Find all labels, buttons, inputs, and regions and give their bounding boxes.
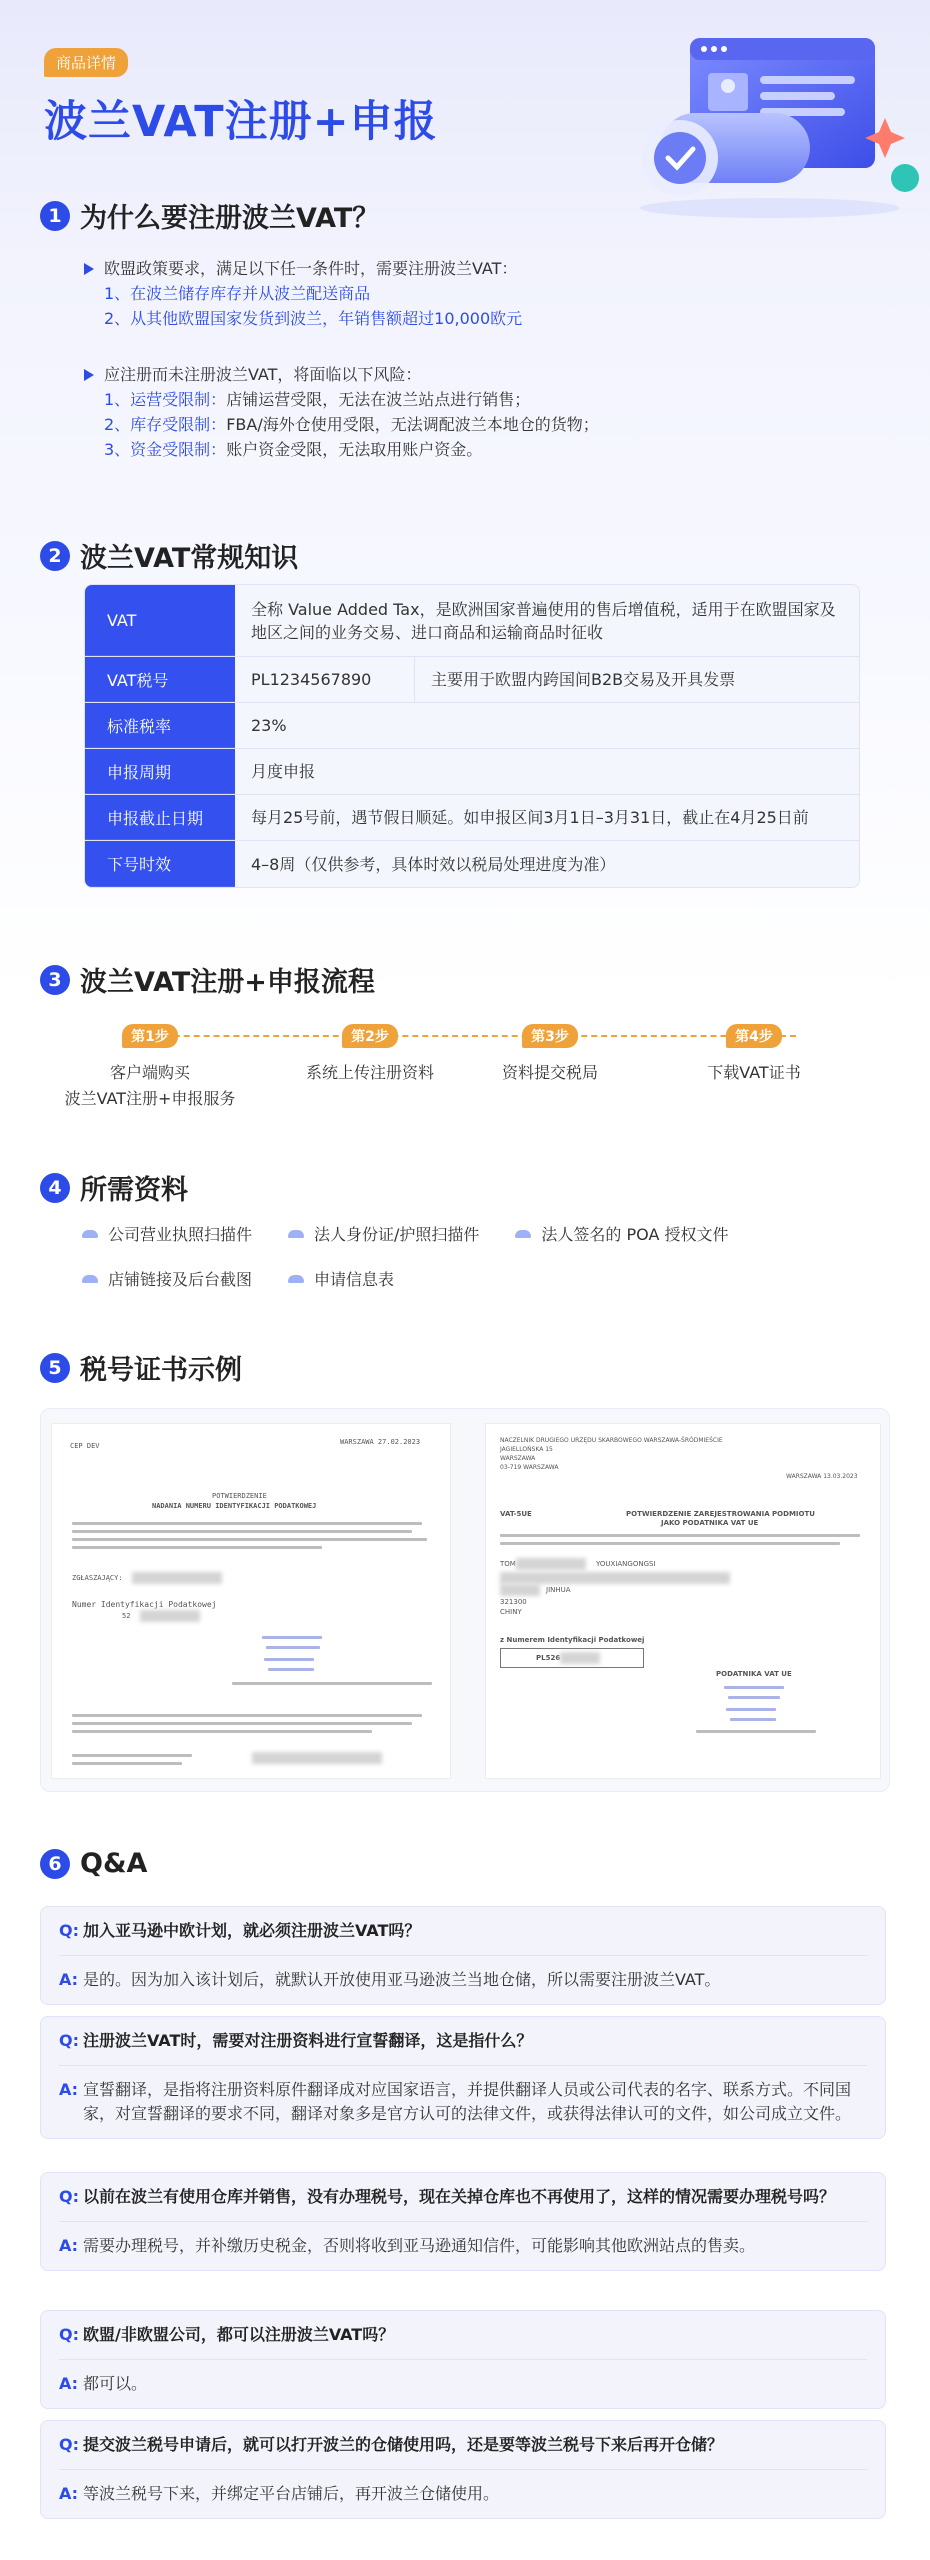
section-knowledge-header	[40, 536, 298, 575]
document-item: 店铺链接及后台截图	[82, 1267, 252, 1290]
document-icon	[288, 1275, 304, 1283]
section-number: 1	[40, 201, 70, 231]
section-title: 波兰VAT注册+申报流程	[80, 967, 375, 998]
why-risks	[84, 362, 884, 462]
row-value: 月度申报	[251, 762, 316, 781]
section-why-header	[40, 196, 379, 235]
row-label: VAT税号	[85, 657, 235, 702]
document-item: 法人签名的 POA 授权文件	[515, 1222, 728, 1245]
section-number: 3	[40, 965, 70, 995]
row-label: 下号时效	[85, 841, 235, 887]
certificate-examples	[40, 1408, 890, 1792]
step-text: 系统上传注册资料	[305, 1063, 434, 1082]
detail-badge: 商品详情	[44, 48, 128, 77]
qa-item	[40, 1906, 886, 2005]
document-icon	[288, 1230, 304, 1238]
step-badge: 第4步	[726, 1024, 782, 1048]
document-item: 公司营业执照扫描件	[82, 1222, 252, 1245]
qa-question: Q: 提交波兰税号申请后，就可以打开波兰的仓储使用吗，还是要等波兰税号下来后再开仓储？	[59, 2421, 867, 2470]
row-value	[235, 657, 859, 702]
risk-item: 3、资金受限制：账户资金受限，无法取用账户资金。	[104, 440, 483, 459]
table-row	[85, 657, 859, 703]
section-title: 税号证书示例	[80, 1355, 242, 1386]
document-icon	[82, 1230, 98, 1238]
row-label: 申报周期	[85, 749, 235, 794]
page-title: 波兰VAT注册+申报	[44, 97, 438, 147]
section-number: 5	[40, 1353, 70, 1383]
section-documents-header	[40, 1168, 188, 1207]
document-icon	[82, 1275, 98, 1283]
table-row	[85, 795, 859, 841]
qa-answer: A: 是的。因为加入该计划后，就默认开放使用亚马逊波兰当地仓储，所以需要注册波兰VAT。	[59, 1970, 721, 1989]
process-flow	[40, 1018, 900, 1118]
section-number: 6	[40, 1849, 70, 1879]
condition-item: 1、在波兰储存库存并从波兰配送商品	[104, 284, 371, 303]
qa-answer: A: 都可以。	[59, 2374, 148, 2393]
certificate-image-left: CEP DEV WARSZAWA 27.02.2023 POTWIERDZENIE NADANIA NUMERU IDENTYFIKACJI PODATKOWEJ ZGŁASZAJĄCY: Numer Identyfikacji Podatkowej 52	[51, 1423, 451, 1779]
table-row	[85, 749, 859, 795]
step-badge: 第2步	[342, 1024, 398, 1048]
section-title: 所需资料	[80, 1175, 188, 1206]
table-row	[85, 585, 859, 657]
qa-question: Q: 以前在波兰有使用仓库并销售，没有办理税号，现在关掉仓库也不再使用了，这样的情况需要办理税号吗？	[59, 2173, 867, 2222]
qa-item	[40, 2310, 886, 2409]
document-item: 申请信息表	[288, 1267, 394, 1290]
section-qa-header	[40, 1848, 147, 1879]
section-title: 波兰VAT常规知识	[80, 543, 299, 574]
qa-question: Q: 欧盟/非欧盟公司，都可以注册波兰VAT吗？	[59, 2311, 867, 2360]
required-documents	[82, 1222, 882, 1312]
document-icon	[515, 1230, 531, 1238]
qa-answer: A: 等波兰税号下来，并绑定平台店铺后，再开波兰仓储使用。	[59, 2484, 500, 2503]
row-value: 全称 Value Added Tax，是欧洲国家普遍使用的售后增值税，适用于在欧盟国家及地区之间的业务交易、进口商品和运输商品时征收	[251, 599, 836, 642]
section-number: 4	[40, 1173, 70, 1203]
flow-step	[440, 1024, 660, 1086]
step-badge: 第1步	[122, 1024, 178, 1048]
vat-number-note: 主要用于欧盟内跨国间B2B交易及开具发票	[431, 670, 736, 689]
section-number: 2	[40, 541, 70, 571]
risk-lead: 应注册而未注册波兰VAT，将面临以下风险：	[84, 362, 884, 387]
table-row	[85, 841, 859, 887]
qa-answer: A: 宣誓翻译，是指将注册资料原件翻译成对应国家语言，并提供翻译人员或公司代表的名字、联系方式。不同国家，对宣誓翻译的要求不同，翻译对象多是官方认可的法律文件，或获得法律认可的文件，如公司成立文件。	[59, 2080, 852, 2123]
qa-item	[40, 2420, 886, 2519]
section-title: 为什么要注册波兰VAT？	[80, 203, 380, 234]
qa-item	[40, 2172, 886, 2271]
condition-item: 2、从其他欧盟国家发货到波兰，年销售额超过10,000欧元	[104, 309, 523, 328]
document-item: 法人身份证/护照扫描件	[288, 1222, 479, 1245]
qa-question: Q: 注册波兰VAT时，需要对注册资料进行宣誓翻译，这是指什么？	[59, 2017, 867, 2066]
section-cert-header	[40, 1348, 242, 1387]
row-label: VAT	[85, 585, 235, 656]
flow-step	[40, 1024, 260, 1112]
row-label: 标准税率	[85, 703, 235, 748]
flow-step	[644, 1024, 864, 1086]
hero-illustration-icon	[620, 18, 920, 218]
qa-question: Q: 加入亚马逊中欧计划，就必须注册波兰VAT吗？	[59, 1907, 867, 1956]
section-flow-header	[40, 960, 375, 999]
certificate-image-right: NACZELNIK DRUGIEGO URZĘDU SKARBOWEGO WARSZAWA-ŚRÓDMIEŚCIE JAGIELLOŃSKA 15 WARSZAWA 03-719 WARSZAWA WARSZAWA 13.03.2023 VAT-5UE POTWIERDZENIE ZAREJESTROWANIA PODMIOTU JAKO PODATNIKA VAT UE TOM YOUXIANGONGSI JINHUA 321300 CHINY z Numerem Identyfikacji Podatkowej PL526 PODATNIKA VAT UE	[485, 1423, 881, 1779]
vat-knowledge-table	[84, 584, 860, 888]
row-value: 4–8周（仅供参考，具体时效以税局处理进度为准）	[251, 854, 616, 874]
table-row	[85, 703, 859, 749]
risk-item: 2、库存受限制：FBA/海外仓使用受限，无法调配波兰本地仓的货物；	[104, 415, 599, 434]
step-text: 资料提交税局	[501, 1063, 598, 1082]
step-badge: 第3步	[522, 1024, 578, 1048]
why-conditions	[84, 256, 884, 331]
risk-item: 1、运营受限制：店铺运营受限，无法在波兰站点进行销售；	[104, 390, 531, 409]
row-value: 23%	[251, 716, 287, 735]
why-lead: 欧盟政策要求，满足以下任一条件时，需要注册波兰VAT：	[84, 256, 884, 281]
qa-answer: A: 需要办理税号，并补缴历史税金，否则将收到亚马逊通知信件，可能影响其他欧洲站点的售卖。	[59, 2236, 756, 2255]
vat-number-example: PL1234567890	[235, 657, 415, 702]
row-value: 每月25号前，遇节假日顺延。如申报区间3月1日–3月31日，截止在4月25日前	[251, 808, 809, 827]
step-text: 客户端购买 波兰VAT注册+申报服务	[64, 1063, 236, 1108]
section-title: Q&A	[80, 1848, 148, 1879]
step-text: 下载VAT证书	[707, 1063, 801, 1082]
row-label: 申报截止日期	[85, 795, 235, 840]
qa-item	[40, 2016, 886, 2139]
